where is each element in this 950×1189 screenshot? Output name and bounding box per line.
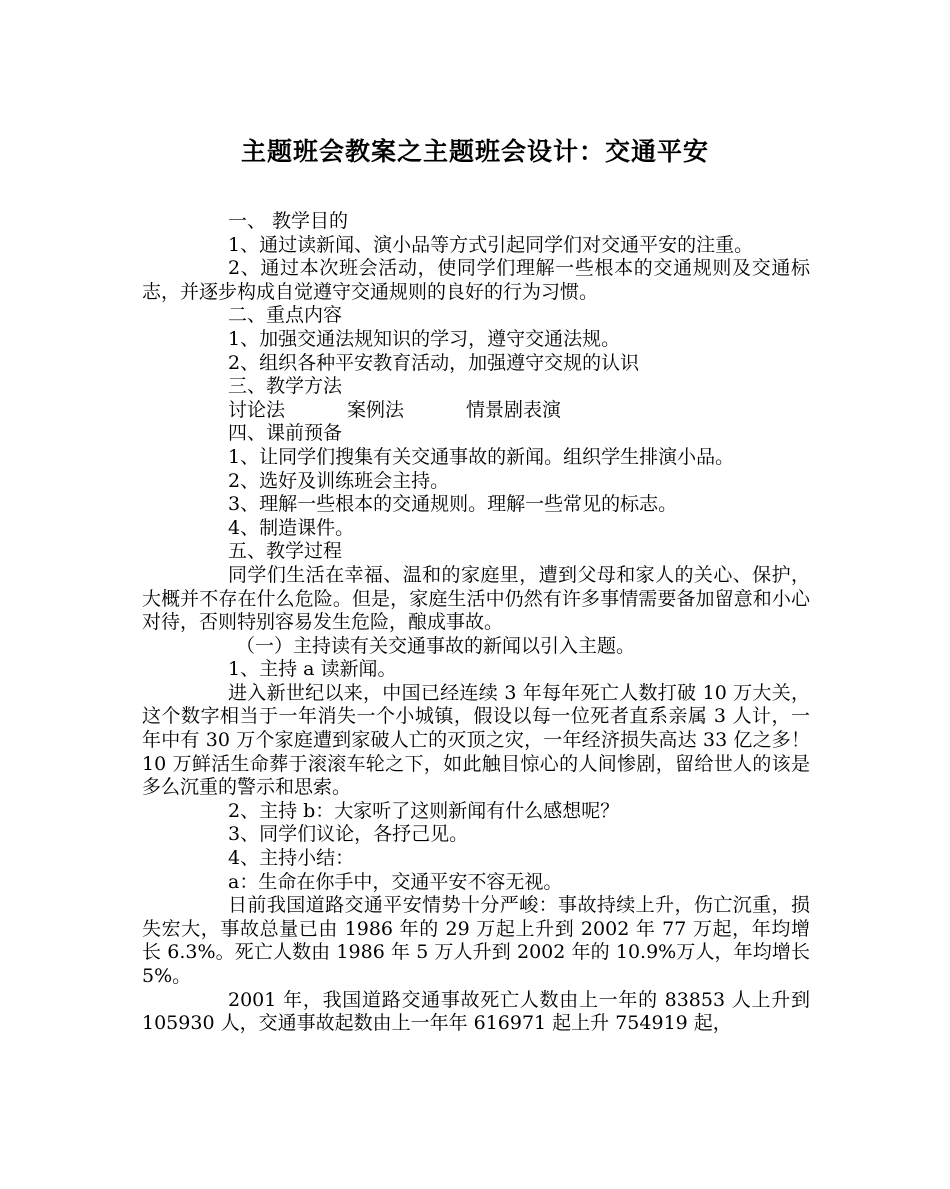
paragraph: 2、组织各种平安教育活动，加强遵守交规的认识 [228, 351, 640, 374]
paragraph: 同学们生活在幸福、温和的家庭里，遭到父母和家人的关心、保护，大概并不存在什么危险。但是，家庭生活中仍然有许多事情需要备加留意和小心对待，否则特别容易发生危险，酿成事故。 [142, 563, 810, 634]
paragraph: 2、主持 b：大家听了这则新闻有什么感想呢？ [228, 799, 620, 822]
document-body [142, 210, 810, 1036]
method-item: 讨论法 [228, 398, 286, 421]
paragraph: 1、通过读新闻、演小品等方式引起同学们对交通平安的注重。 [228, 233, 754, 256]
teaching-methods-list [142, 399, 810, 423]
section-heading-preparation: 四、课前预备 [228, 422, 343, 445]
paragraph: 日前我国道路交通平安情势十分严峻：事故持续上升，伤亡沉重，损失宏大，事故总量已由 1986 年的 29 万起上升到 2002 年 77 万起，年均增长 6.3%。死亡人数由 1986 年 5 万人升到 2002 年的 10.9%万人，年均增长 5%。 [142, 894, 810, 987]
paragraph: 1、让同学们搜集有关交通事故的新闻。组织学生排演小品。 [228, 445, 735, 468]
section-heading-objectives: 一、 教学目的 [228, 210, 349, 232]
method-item: 情景剧表演 [466, 398, 562, 421]
paragraph: 进入新世纪以来，中国已经连续 3 年每年死亡人数打破 10 万大关，这个数字相当于一年消失一个小城镇，假设以每一位死者直系亲属 3 人计，一年中有 30 万个家庭遭到家破人亡的灭顶之灾，一年经济损失高达 33 亿之多！10 万鲜活生命葬于滚滚车轮之下，如此触目惊心的人间惨剧，留给世人的该是多么沉重的警示和思索。 [142, 681, 810, 799]
section-heading-process: 五、教学过程 [228, 540, 343, 563]
paragraph: 1、主持 a 读新闻。 [228, 658, 397, 681]
paragraph: a：生命在你手中，交通平安不容无视。 [228, 870, 563, 893]
method-item: 案例法 [347, 398, 405, 421]
paragraph: 2、通过本次班会活动，使同学们理解一些根本的交通规则及交通标志，并逐步构成自觉遵守交通规则的良好的行为习惯。 [142, 257, 810, 303]
paragraph: 1、加强交通法规知识的学习，遵守交通法规。 [228, 327, 621, 350]
subsection-heading: （一）主持读有关交通事故的新闻以引入主题。 [236, 634, 636, 657]
paragraph: 3、理解一些根本的交通规则。理解一些常见的标志。 [228, 493, 678, 516]
document-title: 主题班会教案之主题班会设计：交通平安 [240, 137, 709, 166]
paragraph: 2001 年，我国道路交通事故死亡人数由上一年的 83853 人上升到 105930 人，交通事故起数由上一年年 616971 起上升 754919 起， [142, 988, 810, 1035]
paragraph: 2、选好及训练班会主持。 [228, 469, 450, 492]
section-heading-key-content: 二、重点内容 [228, 304, 343, 327]
paragraph: 4、制造课件。 [228, 516, 355, 539]
section-heading-methods: 三、教学方法 [228, 375, 343, 398]
paragraph: 3、同学们议论，各抒己见。 [228, 823, 469, 846]
paragraph: 4、主持小结： [228, 847, 355, 870]
